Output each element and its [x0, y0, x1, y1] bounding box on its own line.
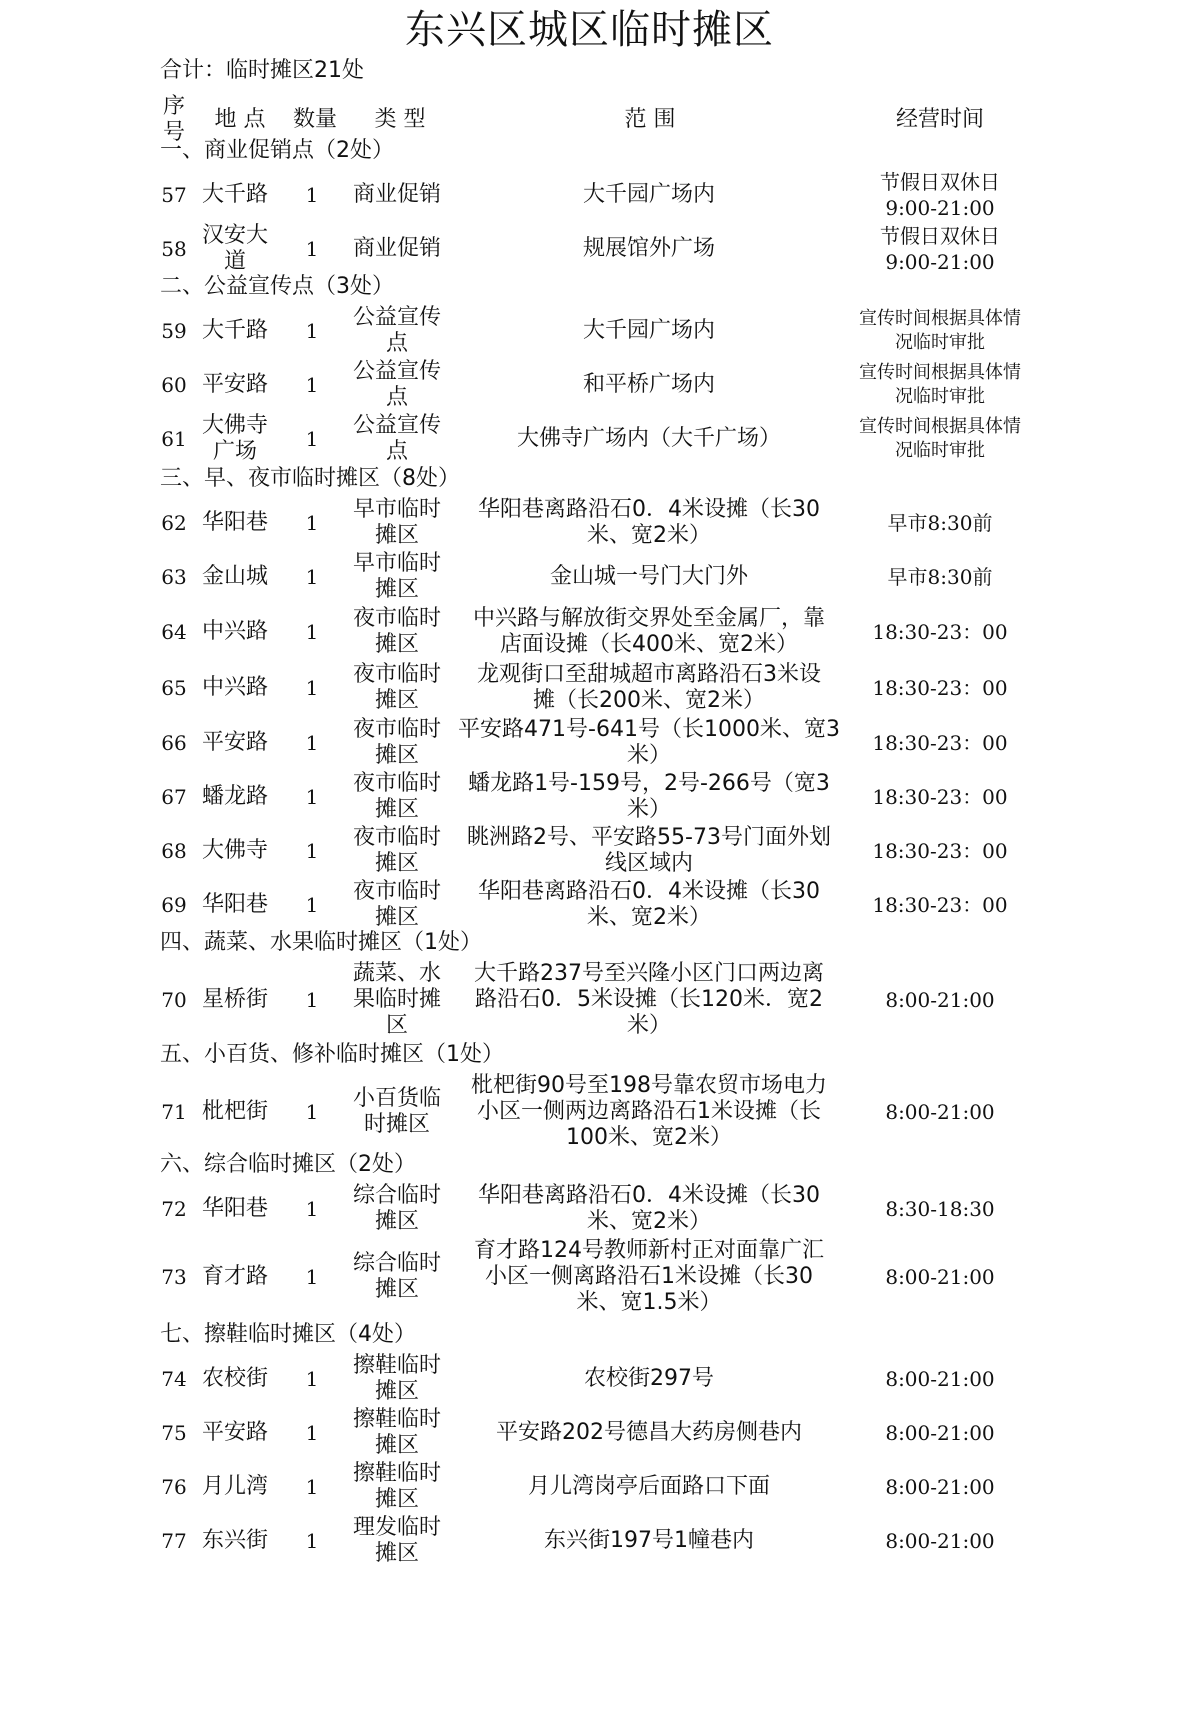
row-quantity: [292, 1182, 332, 1236]
row-location: [196, 770, 274, 824]
row-location: [196, 1352, 274, 1406]
row-quantity-text: 1: [305, 785, 319, 809]
row-type: [348, 604, 446, 660]
row-range-text: 平安路471号-641号（长1000米、宽3 米）: [458, 717, 840, 768]
row-type-text: 蔬菜、水 果临时摊 区: [352, 961, 441, 1038]
row-hours-text: 8:30-18:30: [885, 1197, 995, 1221]
row-range-text: 眺洲路2号、平安路55-73号门面外划 线区域内: [467, 825, 831, 876]
row-range-text: 东兴街197号1幢巷内: [544, 1528, 754, 1553]
row-number: [156, 1072, 192, 1152]
row-number-text: 58: [161, 237, 187, 261]
row-quantity: [292, 770, 332, 824]
row-location-text: 金山城: [201, 564, 268, 589]
table-row: [0, 1236, 1179, 1318]
row-quantity-text: 1: [305, 1475, 319, 1499]
row-location-text: 东兴街: [201, 1528, 268, 1553]
summary-text: 合计：临时摊区21处: [160, 58, 364, 83]
row-hours-text: 节假日双休日 9:00-21:00: [880, 170, 1000, 220]
section-title: 五、小百货、修补临时摊区（1处）: [160, 1042, 504, 1067]
row-type: [348, 304, 446, 358]
section-title: 六、综合临时摊区（2处）: [160, 1152, 416, 1177]
row-quantity: [292, 824, 332, 878]
section-title: 一、商业促销点（2处）: [160, 138, 394, 163]
row-location-text: 华阳巷: [201, 510, 268, 535]
row-number-text: 65: [161, 676, 187, 700]
row-number-text: 71: [161, 1100, 187, 1124]
row-location-text: 中兴路: [201, 675, 268, 700]
row-type-text: 早市临时 摊区: [352, 497, 441, 548]
header-seq-label: 序 号: [162, 94, 185, 145]
row-range-text: 华阳巷离路沿石0．4米设摊（长30 米、宽2米）: [478, 1183, 820, 1234]
row-type: [348, 1460, 446, 1514]
row-hours-text: 早市8:30前: [887, 511, 993, 535]
table-row: [0, 304, 1179, 358]
row-type: [348, 824, 446, 878]
row-hours-text: 宣传时间根据具体情 况临时审批: [859, 362, 1021, 407]
row-type-text: 夜市临时 摊区: [352, 825, 441, 876]
row-quantity-text: 1: [305, 1100, 319, 1124]
row-quantity: [292, 716, 332, 770]
row-location: [196, 1460, 274, 1514]
header-type-label: 类 型: [374, 107, 426, 132]
table-row: [0, 358, 1179, 412]
row-hours-text: 8:00-21:00: [885, 1367, 995, 1391]
row-quantity-text: 1: [305, 676, 319, 700]
row-hours: [842, 304, 1038, 358]
table-row: [0, 1072, 1179, 1152]
row-quantity-text: 1: [305, 237, 319, 261]
row-number: [156, 304, 192, 358]
table-row: [0, 222, 1179, 276]
row-number: [156, 824, 192, 878]
row-location-text: 月儿湾: [201, 1474, 268, 1499]
row-range-text: 华阳巷离路沿石0．4米设摊（长30 米、宽2米）: [478, 879, 820, 930]
row-hours: [842, 358, 1038, 412]
row-number-text: 66: [161, 731, 187, 755]
row-location: [196, 304, 274, 358]
row-range: [456, 412, 842, 466]
row-range: [456, 878, 842, 932]
row-number: [156, 1514, 192, 1568]
row-range: [456, 358, 842, 412]
row-hours: [842, 168, 1038, 222]
row-quantity: [292, 1236, 332, 1318]
row-type: [348, 550, 446, 604]
row-type: [348, 660, 446, 716]
row-hours: [842, 412, 1038, 466]
row-number-text: 75: [161, 1421, 187, 1445]
row-type: [348, 1406, 446, 1460]
row-location-text: 华阳巷: [201, 892, 268, 917]
row-location: [196, 1072, 274, 1152]
row-range: [456, 304, 842, 358]
row-type: [348, 496, 446, 550]
row-number: [156, 878, 192, 932]
row-range-text: 育才路124号教师新村正对面靠广汇 小区一侧离路沿石1米设摊（长30 米、宽1.5米）: [474, 1238, 824, 1315]
row-number: [156, 358, 192, 412]
row-location: [196, 1406, 274, 1460]
row-number-text: 59: [161, 319, 187, 343]
row-number-text: 70: [161, 988, 187, 1012]
table-row: [0, 496, 1179, 550]
row-hours: [842, 1514, 1038, 1568]
row-range: [456, 496, 842, 550]
row-range-text: 大千园广场内: [582, 318, 715, 343]
row-location-text: 大佛寺: [201, 838, 268, 863]
row-range-text: 枇杷街90号至198号靠农贸市场电力 小区一侧两边离路沿石1米设摊（长 100米、宽2米）: [471, 1073, 827, 1150]
row-hours-text: 8:00-21:00: [885, 1475, 995, 1499]
row-hours-text: 节假日双休日 9:00-21:00: [880, 224, 1000, 274]
row-hours: [842, 1352, 1038, 1406]
row-hours-text: 宣传时间根据具体情 况临时审批: [859, 416, 1021, 461]
header-quantity-label: 数量: [292, 107, 337, 132]
row-hours-text: 8:00-21:00: [885, 988, 995, 1012]
row-quantity-text: 1: [305, 731, 319, 755]
row-quantity-text: 1: [305, 565, 319, 589]
row-range: [456, 770, 842, 824]
row-type-text: 夜市临时 摊区: [352, 717, 441, 768]
row-range-text: 和平桥广场内: [582, 372, 715, 397]
row-location: [196, 358, 274, 412]
row-quantity-text: 1: [305, 620, 319, 644]
row-number: [156, 1182, 192, 1236]
row-quantity-text: 1: [305, 1529, 319, 1553]
row-range: [456, 1406, 842, 1460]
row-location: [196, 604, 274, 660]
row-number: [156, 1406, 192, 1460]
row-range: [456, 960, 842, 1040]
row-type-text: 商业促销: [352, 236, 441, 261]
row-hours: [842, 878, 1038, 932]
row-hours-text: 8:00-21:00: [885, 1529, 995, 1553]
row-number-text: 64: [161, 620, 187, 644]
row-type-text: 夜市临时 摊区: [352, 879, 441, 930]
row-hours: [842, 1182, 1038, 1236]
row-location: [196, 960, 274, 1040]
row-range: [456, 1182, 842, 1236]
row-range: [456, 168, 842, 222]
row-type-text: 夜市临时 摊区: [352, 771, 441, 822]
row-quantity-text: 1: [305, 427, 319, 451]
row-location-text: 蟠龙路: [201, 784, 268, 809]
row-location: [196, 222, 274, 276]
table-row: [0, 716, 1179, 770]
row-location-text: 华阳巷: [201, 1196, 268, 1221]
row-location-text: 中兴路: [201, 619, 268, 644]
row-location: [196, 824, 274, 878]
row-location-text: 平安路: [201, 372, 268, 397]
row-type-text: 公益宣传 点: [352, 305, 441, 356]
row-quantity: [292, 1352, 332, 1406]
row-hours: [842, 660, 1038, 716]
row-range: [456, 1352, 842, 1406]
row-quantity: [292, 412, 332, 466]
row-location: [196, 1514, 274, 1568]
row-type-text: 综合临时 摊区: [352, 1251, 441, 1302]
row-number: [156, 496, 192, 550]
row-quantity: [292, 168, 332, 222]
row-number-text: 76: [161, 1475, 187, 1499]
row-range: [456, 1460, 842, 1514]
row-quantity: [292, 1514, 332, 1568]
row-hours: [842, 550, 1038, 604]
row-type: [348, 222, 446, 276]
row-quantity: [292, 222, 332, 276]
row-hours-text: 18:30-23：00: [872, 620, 1008, 644]
row-hours: [842, 1406, 1038, 1460]
section-title: 四、蔬菜、水果临时摊区（1处）: [160, 930, 482, 955]
row-range: [456, 1514, 842, 1568]
row-type: [348, 878, 446, 932]
row-hours-text: 8:00-21:00: [885, 1265, 995, 1289]
row-type-text: 擦鞋临时 摊区: [352, 1407, 441, 1458]
row-type: [348, 1182, 446, 1236]
row-type-text: 夜市临时 摊区: [352, 662, 441, 713]
row-range: [456, 550, 842, 604]
row-location-text: 平安路: [201, 730, 268, 755]
row-range-text: 平安路202号德昌大药房侧巷内: [496, 1420, 802, 1445]
row-hours-text: 18:30-23：00: [872, 893, 1008, 917]
row-location: [196, 412, 274, 466]
row-quantity: [292, 660, 332, 716]
table-row: [0, 604, 1179, 660]
row-location-text: 大千路: [201, 318, 268, 343]
row-hours-text: 18:30-23：00: [872, 676, 1008, 700]
row-range-text: 月儿湾岗亭后面路口下面: [527, 1474, 770, 1499]
row-quantity-text: 1: [305, 988, 319, 1012]
row-quantity-text: 1: [305, 893, 319, 917]
table-row: [0, 1460, 1179, 1514]
row-range-text: 龙观街口至甜城超市离路沿石3米设 摊（长200米、宽2米）: [477, 662, 821, 713]
page-title: 东兴区城区临时摊区: [405, 7, 774, 53]
header-hours-label: 经营时间: [895, 107, 984, 132]
row-hours: [842, 1460, 1038, 1514]
row-location-text: 育才路: [201, 1264, 268, 1289]
row-quantity-text: 1: [305, 319, 319, 343]
row-hours-text: 早市8:30前: [887, 565, 993, 589]
row-type-text: 夜市临时 摊区: [352, 606, 441, 657]
row-quantity: [292, 1072, 332, 1152]
row-number-text: 57: [161, 183, 187, 207]
row-hours: [842, 716, 1038, 770]
row-type: [348, 1352, 446, 1406]
row-quantity: [292, 1406, 332, 1460]
row-number-text: 60: [161, 373, 187, 397]
table-row: [0, 960, 1179, 1040]
row-location-text: 平安路: [201, 1420, 268, 1445]
row-quantity-text: 1: [305, 839, 319, 863]
row-range-text: 大佛寺广场内（大千广场）: [516, 426, 781, 451]
row-location-text: 星桥街: [201, 987, 268, 1012]
row-range-text: 蟠龙路1号-159号，2号-266号（宽3 米）: [468, 771, 830, 822]
row-type: [348, 358, 446, 412]
row-hours-text: 18:30-23：00: [872, 785, 1008, 809]
row-location-text: 农校街: [201, 1366, 268, 1391]
row-location-text: 汉安大 道: [201, 223, 268, 274]
row-number: [156, 770, 192, 824]
row-quantity-text: 1: [305, 1265, 319, 1289]
row-range-text: 华阳巷离路沿石0．4米设摊（长30 米、宽2米）: [478, 497, 820, 548]
row-quantity: [292, 550, 332, 604]
row-hours-text: 宣传时间根据具体情 况临时审批: [859, 308, 1021, 353]
row-hours: [842, 604, 1038, 660]
row-type: [348, 412, 446, 466]
row-type-text: 小百货临 时摊区: [352, 1086, 441, 1137]
row-type: [348, 770, 446, 824]
row-number: [156, 604, 192, 660]
row-location-text: 大千路: [201, 182, 268, 207]
row-hours: [842, 824, 1038, 878]
row-location: [196, 168, 274, 222]
row-type-text: 商业促销: [352, 182, 441, 207]
table-row: [0, 1514, 1179, 1568]
row-number: [156, 660, 192, 716]
row-type: [348, 1514, 446, 1568]
row-number-text: 72: [161, 1197, 187, 1221]
row-quantity: [292, 960, 332, 1040]
row-number-text: 77: [161, 1529, 187, 1553]
row-number-text: 69: [161, 893, 187, 917]
row-quantity-text: 1: [305, 1421, 319, 1445]
row-number-text: 62: [161, 511, 187, 535]
row-quantity-text: 1: [305, 1197, 319, 1221]
section-title: 二、公益宣传点（3处）: [160, 274, 394, 299]
row-range: [456, 716, 842, 770]
table-row: [0, 660, 1179, 716]
row-location: [196, 550, 274, 604]
row-range-text: 金山城一号门大门外: [549, 564, 748, 589]
row-number: [156, 1460, 192, 1514]
table-row: [0, 1182, 1179, 1236]
row-quantity-text: 1: [305, 183, 319, 207]
row-hours: [842, 960, 1038, 1040]
row-number-text: 74: [161, 1367, 187, 1391]
row-type: [348, 716, 446, 770]
row-hours: [842, 222, 1038, 276]
row-quantity: [292, 304, 332, 358]
row-number-text: 68: [161, 839, 187, 863]
row-number-text: 67: [161, 785, 187, 809]
row-number-text: 73: [161, 1265, 187, 1289]
row-number: [156, 1352, 192, 1406]
row-location: [196, 1182, 274, 1236]
row-type: [348, 960, 446, 1040]
row-location: [196, 660, 274, 716]
row-hours-text: 18:30-23：00: [872, 731, 1008, 755]
row-quantity: [292, 604, 332, 660]
row-number: [156, 550, 192, 604]
row-range: [456, 222, 842, 276]
row-hours: [842, 1072, 1038, 1152]
row-hours: [842, 1236, 1038, 1318]
row-type: [348, 1236, 446, 1318]
row-hours-text: 8:00-21:00: [885, 1421, 995, 1445]
row-location: [196, 716, 274, 770]
header-range-label: 范 围: [624, 107, 676, 132]
row-quantity: [292, 358, 332, 412]
row-range-text: 大千路237号至兴隆小区门口两边离 路沿石0．5米设摊（长120米．宽2 米）: [474, 961, 824, 1038]
table-row: [0, 168, 1179, 222]
row-location: [196, 878, 274, 932]
row-type-text: 理发临时 摊区: [352, 1515, 441, 1566]
row-number-text: 63: [161, 565, 187, 589]
row-range: [456, 1072, 842, 1152]
row-quantity: [292, 496, 332, 550]
row-type: [348, 1072, 446, 1152]
table-row: [0, 1406, 1179, 1460]
row-quantity-text: 1: [305, 1367, 319, 1391]
row-number: [156, 716, 192, 770]
row-quantity: [292, 878, 332, 932]
row-range: [456, 824, 842, 878]
row-range-text: 中兴路与解放街交界处至金属厂，靠 店面设摊（长400米、宽2米）: [472, 606, 825, 657]
row-location: [196, 1236, 274, 1318]
header-location-label: 地 点: [214, 107, 266, 132]
row-type-text: 综合临时 摊区: [352, 1183, 441, 1234]
row-number: [156, 1236, 192, 1318]
row-range: [456, 660, 842, 716]
row-location-text: 大佛寺 广场: [201, 413, 268, 464]
row-type: [348, 168, 446, 222]
row-hours-text: 18:30-23：00: [872, 839, 1008, 863]
table-row: [0, 878, 1179, 932]
row-range: [456, 604, 842, 660]
row-type-text: 擦鞋临时 摊区: [352, 1353, 441, 1404]
table-row: [0, 412, 1179, 466]
row-number: [156, 412, 192, 466]
row-number: [156, 168, 192, 222]
row-type-text: 擦鞋临时 摊区: [352, 1461, 441, 1512]
section-title: 七、擦鞋临时摊区（4处）: [160, 1322, 416, 1347]
row-range-text: 规展馆外广场: [582, 236, 715, 261]
row-quantity-text: 1: [305, 511, 319, 535]
row-type-text: 公益宣传 点: [352, 359, 441, 410]
row-type-text: 早市临时 摊区: [352, 551, 441, 602]
row-hours: [842, 496, 1038, 550]
row-number-text: 61: [161, 427, 187, 451]
row-quantity-text: 1: [305, 373, 319, 397]
row-type-text: 公益宣传 点: [352, 413, 441, 464]
row-number: [156, 222, 192, 276]
table-row: [0, 1352, 1179, 1406]
table-row: [0, 770, 1179, 824]
table-row: [0, 550, 1179, 604]
row-location: [196, 496, 274, 550]
row-range-text: 农校街297号: [584, 1366, 714, 1391]
row-range-text: 大千园广场内: [582, 182, 715, 207]
row-quantity: [292, 1460, 332, 1514]
row-location-text: 枇杷街: [201, 1099, 268, 1124]
section-title: 三、早、夜市临时摊区（8处）: [160, 466, 460, 491]
row-hours: [842, 770, 1038, 824]
row-range: [456, 1236, 842, 1318]
row-number: [156, 960, 192, 1040]
row-hours-text: 8:00-21:00: [885, 1100, 995, 1124]
table-row: [0, 824, 1179, 878]
